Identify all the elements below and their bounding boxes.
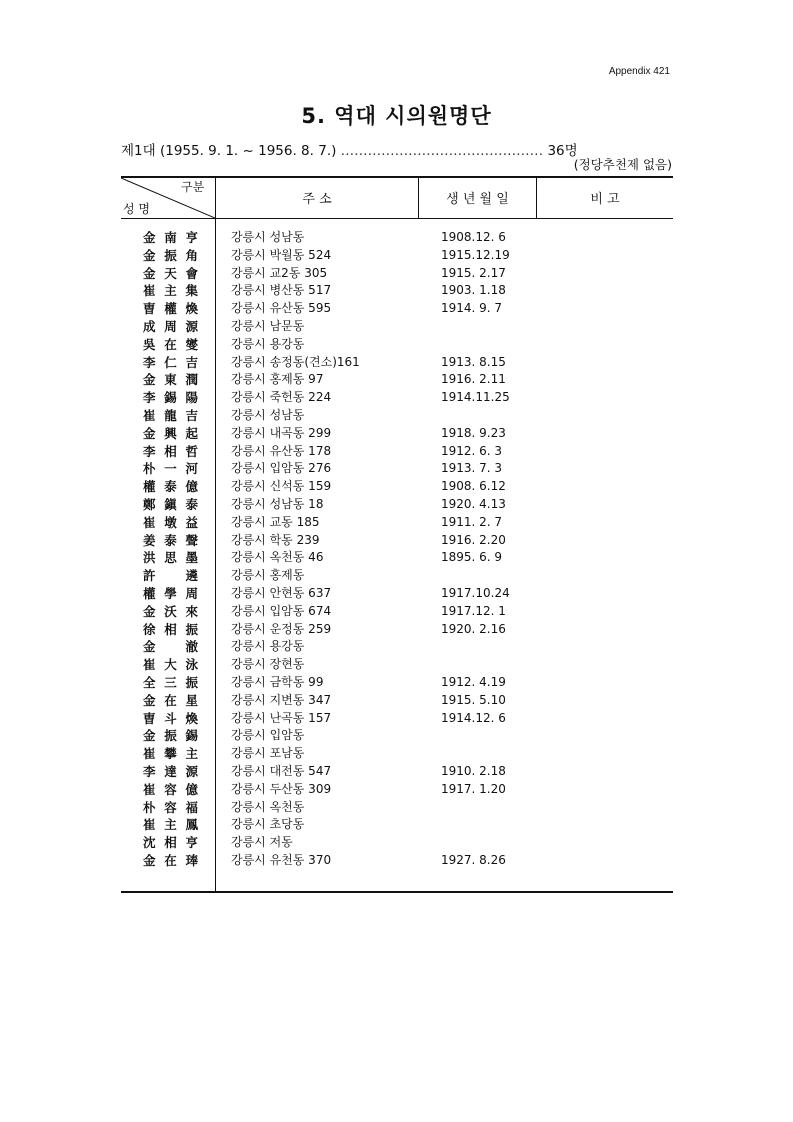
- member-name: 成 周 源: [143, 318, 198, 334]
- member-address: 강릉시 신석동 159: [231, 479, 332, 494]
- member-name: 金 興 起: [143, 425, 198, 441]
- member-birthdate: 1915. 5.10: [441, 692, 506, 707]
- member-birthdate: 1908. 6.12: [441, 479, 506, 494]
- term-label: 제1대 (1955. 9. 1. ~ 1956. 8. 7.): [121, 143, 337, 159]
- table-row: [121, 389, 673, 407]
- member-name: 崔 墩 益: [143, 514, 198, 530]
- member-name: 姜 泰 聲: [143, 532, 198, 548]
- member-birthdate: 1914.11.25: [441, 390, 510, 405]
- table-bottom-rule: [121, 891, 673, 893]
- member-birthdate: 1918. 9.23: [441, 425, 506, 440]
- leader-dots: ………………………………………: [340, 143, 544, 159]
- member-name: 崔 攀 主: [143, 746, 198, 762]
- member-address: 강릉시 내곡동 299: [231, 425, 332, 440]
- member-birthdate: 1913. 8.15: [441, 354, 506, 369]
- member-address: 강릉시 성남동: [231, 230, 305, 244]
- table-row: [121, 532, 673, 550]
- table-row: [121, 247, 673, 265]
- table-row: [121, 496, 673, 514]
- member-name: 徐 相 振: [143, 621, 198, 637]
- member-address: 강릉시 유산동 595: [231, 301, 332, 316]
- table-row: [121, 549, 673, 567]
- member-name: 金 振 角: [143, 247, 198, 263]
- table-row: [121, 781, 673, 799]
- member-birthdate: 1913. 7. 3: [441, 461, 503, 476]
- member-birthdate: 1917.10.24: [441, 585, 510, 600]
- table-row: [121, 621, 673, 639]
- table-row: [121, 371, 673, 389]
- member-address: 강릉시 장현동: [231, 657, 305, 672]
- member-name: 金 南 亨: [143, 230, 198, 245]
- member-name: 曺 權 煥: [143, 301, 198, 317]
- table-row: [121, 710, 673, 728]
- member-name: 李 達 源: [143, 763, 198, 779]
- member-address: 강릉시 운정동 259: [231, 621, 332, 636]
- header-note: 비 고: [590, 191, 620, 207]
- table-row: [121, 300, 673, 318]
- page-header: Appendix 421: [608, 66, 670, 77]
- member-birthdate: 1916. 2.20: [441, 532, 506, 547]
- member-birthdate: 1920. 4.13: [441, 496, 506, 511]
- member-address: 강릉시 성남동: [231, 407, 305, 422]
- member-birthdate: 1916. 2.11: [441, 372, 506, 387]
- member-name: 沈 相 亨: [143, 835, 198, 851]
- member-birthdate: 1920. 2.16: [441, 621, 506, 636]
- table-row: [121, 282, 673, 300]
- member-address: 강릉시 두산동 309: [231, 781, 332, 796]
- member-count: 36명: [547, 143, 578, 159]
- table-row: [121, 638, 673, 656]
- member-address: 강릉시 옥천동 46: [231, 550, 324, 565]
- member-address: 강릉시 홍제동 97: [231, 372, 324, 387]
- members-table: [121, 176, 673, 893]
- table-row: [121, 514, 673, 532]
- table-row: [121, 692, 673, 710]
- table-row: [121, 656, 673, 674]
- member-address: 강릉시 옥천동: [231, 799, 305, 814]
- member-name: 金 在 星: [143, 692, 198, 708]
- member-address: 강릉시 성남동 18: [231, 496, 324, 511]
- term-note: (정당추천제 없음): [573, 157, 672, 172]
- member-birthdate: 1912. 6. 3: [441, 443, 503, 458]
- header-birth: 생 년 월 일: [446, 191, 509, 207]
- member-name: 鄭 鎭 泰: [143, 496, 198, 512]
- member-name: 金 振 錫: [143, 728, 198, 744]
- member-name: 曺 斗 煥: [143, 710, 198, 726]
- member-name: 權 泰 億: [143, 479, 198, 495]
- member-name: 金 在 琫: [143, 852, 198, 868]
- member-name: 全 三 振: [143, 674, 198, 690]
- member-address: 강릉시 지변동 347: [231, 692, 332, 707]
- member-name: 許 遴: [143, 568, 198, 584]
- member-name: 崔 龍 吉: [143, 407, 198, 423]
- member-address: 강릉시 포남동: [231, 746, 305, 761]
- header-name: 성 명: [123, 202, 150, 216]
- table-row: [121, 425, 673, 443]
- member-address: 강릉시 교동 185: [231, 514, 320, 529]
- table-row: [121, 816, 673, 834]
- member-name: 朴 一 河: [143, 461, 198, 477]
- member-birthdate: 1927. 8.26: [441, 852, 506, 867]
- member-address: 강릉시 입암동 674: [231, 603, 332, 618]
- member-birthdate: 1915.12.19: [441, 247, 510, 262]
- member-address: 강릉시 박월동 524: [231, 247, 332, 262]
- table-row: [121, 727, 673, 745]
- member-name: 權 學 周: [143, 585, 198, 601]
- member-address: 강릉시 저동: [231, 835, 293, 850]
- table-row: [121, 336, 673, 354]
- header-category: 구분: [181, 180, 205, 194]
- member-birthdate: 1895. 6. 9: [441, 550, 503, 565]
- table-row: [121, 674, 673, 692]
- member-address: 강릉시 입암동: [231, 728, 305, 743]
- member-address: 강릉시 죽헌동 224: [231, 390, 332, 405]
- table-row: [121, 318, 673, 336]
- member-name: 金 東 潤: [143, 372, 198, 388]
- member-birthdate: 1911. 2. 7: [441, 514, 503, 529]
- table-row: [121, 852, 673, 870]
- table-body: [121, 229, 673, 870]
- member-address: 강릉시 교2동 305: [231, 265, 328, 280]
- table-row: [121, 603, 673, 621]
- member-address: 강릉시 안현동 637: [231, 585, 332, 600]
- member-birthdate: 1910. 2.18: [441, 763, 506, 778]
- member-name: 金 沃 來: [143, 603, 198, 619]
- member-address: 강릉시 금학동 99: [231, 674, 324, 689]
- member-birthdate: 1917. 1.20: [441, 781, 506, 796]
- page-title: 5. 역대 시의원명단: [301, 104, 492, 128]
- member-name: 吳 在 燮: [143, 336, 198, 352]
- member-name: 崔 主 集: [143, 283, 198, 299]
- member-birthdate: 1914. 9. 7: [441, 301, 503, 316]
- member-address: 강릉시 입암동 276: [231, 461, 332, 476]
- table-row: [121, 354, 673, 372]
- member-address: 강릉시 병산동 517: [231, 283, 332, 298]
- member-address: 강릉시 대전동 547: [231, 763, 332, 778]
- member-address: 강릉시 초당동: [231, 817, 305, 832]
- table-row: [121, 478, 673, 496]
- member-birthdate: 1908.12. 6: [441, 230, 506, 244]
- member-address: 강릉시 용강동: [231, 336, 305, 351]
- member-address: 강릉시 송정동(견소)161: [231, 354, 360, 369]
- member-address: 강릉시 용강동: [231, 639, 305, 654]
- member-name: 李 仁 吉: [143, 354, 198, 370]
- member-birthdate: 1914.12. 6: [441, 710, 506, 725]
- member-name: 崔 容 億: [143, 781, 198, 797]
- member-name: 崔 主 鳳: [143, 817, 198, 833]
- table-row: [121, 567, 673, 585]
- member-address: 강릉시 유천동 370: [231, 852, 332, 867]
- member-birthdate: 1915. 2.17: [441, 265, 506, 280]
- member-name: 金 天 會: [143, 265, 198, 281]
- member-name: 金 澈: [143, 639, 198, 655]
- table-row: [121, 763, 673, 781]
- table-row: [121, 229, 673, 247]
- member-name: 李 相 哲: [143, 443, 198, 459]
- table-row: [121, 585, 673, 603]
- member-name: 洪 思 墨: [143, 550, 198, 566]
- member-address: 강릉시 남문동: [231, 318, 305, 333]
- table-row: [121, 407, 673, 425]
- member-name: 朴 容 福: [143, 799, 198, 815]
- table-row: [121, 460, 673, 478]
- header-address: 주 소: [302, 191, 332, 207]
- member-birthdate: 1903. 1.18: [441, 283, 506, 298]
- member-birthdate: 1917.12. 1: [441, 603, 506, 618]
- table-row: [121, 834, 673, 852]
- member-birthdate: 1912. 4.19: [441, 674, 506, 689]
- member-name: 崔 大 泳: [143, 657, 198, 673]
- member-address: 강릉시 난곡동 157: [231, 710, 332, 725]
- table-row: [121, 745, 673, 763]
- header-bottom-rule: [121, 218, 673, 219]
- table-row: [121, 443, 673, 461]
- member-address: 강릉시 유산동 178: [231, 443, 332, 458]
- table-row: [121, 265, 673, 283]
- member-address: 강릉시 홍제동: [231, 568, 305, 583]
- member-name: 李 錫 陽: [143, 390, 198, 406]
- table-row: [121, 799, 673, 817]
- member-address: 강릉시 학동 239: [231, 532, 320, 547]
